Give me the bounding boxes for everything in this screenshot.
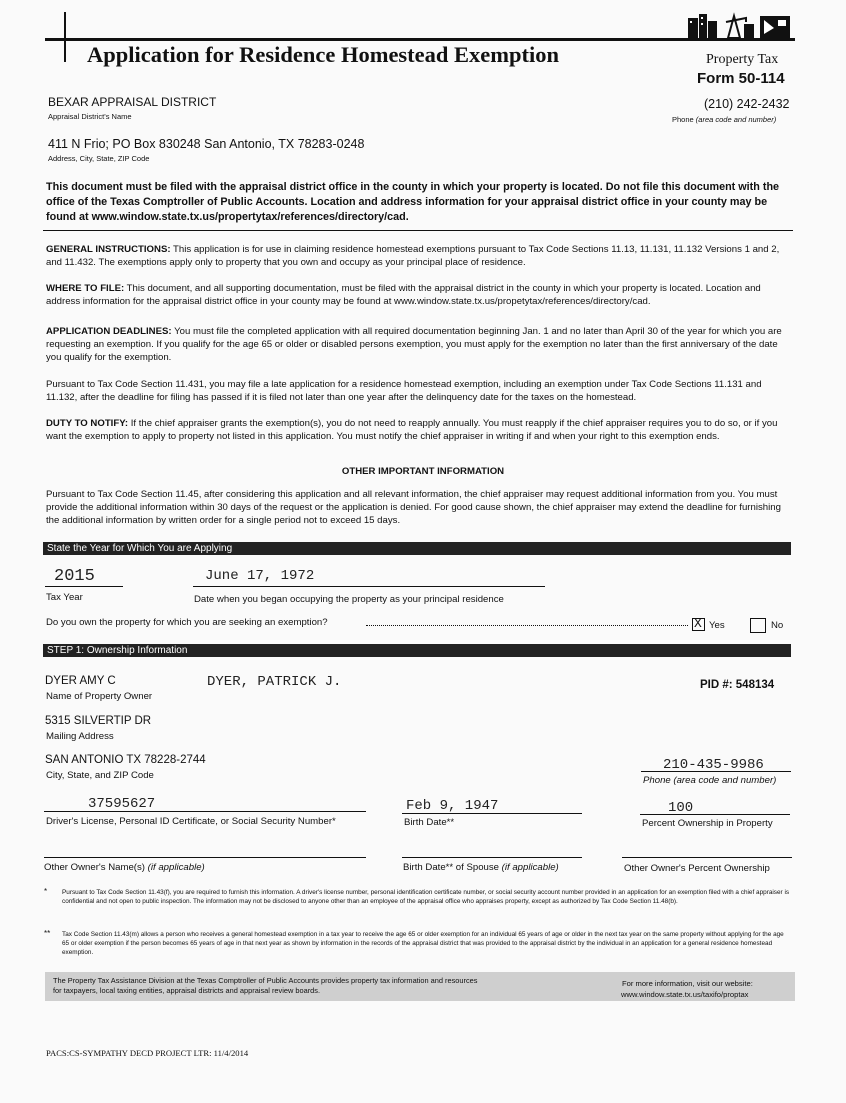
form-group: Property Tax (706, 52, 779, 67)
district-phone: (210) 242-2432 (704, 97, 790, 111)
other-info-body: Pursuant to Tax Code Section 11.45, after considering this application and all relevant information, the chief appraiser may request additional information from you. You must provide the additional information within 30 days of the request or the application is denied. For good cause shown, the chief appraiser may extend the deadline for furnishing the additional information by written order for a single period not to exceed 15 days. (46, 489, 781, 526)
general-body: This application is for use in claiming residence homestead exemptions pursuant to Tax Code Sections 11.13, 11.131, 11.132 Versions 1 and 2, and 11.432. The exemptions apply only to property that you own and occupy as your principal place of residence. (46, 244, 780, 268)
deadlines-body: You must file the completed application with all required documentation beginning Jan. 1 and no later than April 30 of the year for which you are requesting an exemption. If you qualify for the age 65 or older or disabled persons exemption, you must apply for the exemption no later than the first anniversary of the date you qualify for the exemption. (46, 326, 782, 363)
form-title: Application for Residence Homestead Exemption (87, 42, 560, 67)
application-deadlines (46, 325, 792, 364)
district-name: BEXAR APPRAISAL DISTRICT (48, 95, 217, 109)
year-section-bar: State the Year for Which You are Applying (43, 542, 791, 555)
city-state-zip-label: City, State, and ZIP Code (46, 770, 154, 781)
no-checkbox[interactable] (750, 618, 766, 633)
dl-label: Driver's License, Personal ID Certificate, or Social Security Number* (46, 816, 336, 827)
owner-name-handwritten: DYER, PATRICK J. (207, 674, 342, 690)
district-address: 411 N Frio; PO Box 830248 San Antonio, TX 78283-0248 (48, 137, 365, 151)
general-head: GENERAL INSTRUCTIONS: (46, 244, 171, 255)
phone-value: 210-435-9986 (663, 757, 764, 773)
occupy-date-label: Date when you began occupying the property as your principal residence (194, 594, 504, 605)
pid-number: PID #: 548134 (700, 679, 775, 691)
step1-bar: STEP 1: Ownership Information (43, 644, 791, 657)
spouse-birth-label (403, 862, 559, 873)
footer-website-url[interactable]: www.window.state.tx.us/taxifo/proptax (621, 990, 749, 999)
other-owner-label-b: (if applicable) (147, 862, 205, 873)
yes-label: Yes (709, 620, 725, 631)
occupy-date-line[interactable] (193, 586, 545, 587)
spouse-birth-label-b: (if applicable) (501, 862, 559, 873)
phone-field-label: Phone (area code and number) (643, 775, 777, 786)
dl-line[interactable] (44, 811, 366, 812)
tax-year-label: Tax Year (46, 592, 83, 603)
dl-value: 37595627 (88, 796, 156, 812)
footnote-2: Tax Code Section 11.43(m) allows a person who receives a general homestead exemption in a tax year to receive the age 65 or older exemption for an individual 65 years of age or older in the next tax year on the same property without applying for the age 65 or older exemption if the person becomes 65 years of age in that next year as shown by information in the records of the appraisal district that was provided to the appraisal district by the individual in an application for a general residence homestead exemption. (62, 931, 784, 956)
duty-to-notify (46, 417, 792, 443)
footnote-1-mark: * (44, 887, 48, 896)
own-question-leader (366, 625, 688, 626)
general-instructions (46, 243, 792, 269)
percent-value: 100 (668, 800, 694, 816)
footnote-2-mark: ** (44, 929, 51, 938)
tax-year-line[interactable] (45, 586, 123, 587)
late-application: Pursuant to Tax Code Section 11.431, you may file a late application for a residence homestead exemption, including an exemption under Tax Code Sections 11.131 and 11.132, after the deadline for filing has passed if it is filed not later than one year after the delinquency date for the taxes on the homestead. (46, 379, 762, 403)
yes-check-mark: X (694, 616, 702, 631)
owner-name-label: Name of Property Owner (46, 691, 153, 702)
other-owner-line[interactable] (44, 857, 366, 858)
processing-stamp: PACS:CS-SYMPATHY DECD PROJECT LTR: 11/4/2014 (46, 1048, 249, 1058)
filing-notice: This document must be filed with the appraisal district office in the county in which your property is located. Do not file this document with the office of the Texas Comptroller of Public Accounts. Location and address information for your appraisal district office in your county may be found at www.window.state.tx.us/propertytax/references/directory/cad. (46, 181, 780, 223)
duty-body: If the chief appraiser grants the exemption(s), you do not need to reapply annually. You must reapply if the chief appraiser requires you to do so, or if you want the exemption to apply to property not listed in this application. You must notify the chief appraiser in writing if and when your right to this exemption ends. (46, 418, 778, 442)
phone-label-prefix: Phone (672, 115, 694, 124)
spouse-birth-label-a: Birth Date** of Spouse (403, 862, 499, 873)
deadlines-head: APPLICATION DEADLINES: (46, 326, 172, 337)
mailing-address-label: Mailing Address (46, 731, 114, 742)
district-name-label: Appraisal District's Name (48, 112, 132, 121)
other-owner-label (44, 862, 205, 873)
footer-info: The Property Tax Assistance Division at the Texas Comptroller of Public Accounts provides property tax information and resources for taxpayers, local taxing entities, appraisal districts and appraisal review boards. (53, 976, 478, 995)
percent-label: Percent Ownership in Property (642, 818, 773, 829)
phone-label-suffix: (area code and number) (695, 115, 777, 124)
phone-line[interactable] (641, 771, 791, 772)
form-number: Form 50-114 (697, 70, 785, 87)
birth-date-label: Birth Date** (404, 817, 455, 828)
spouse-birth-line[interactable] (402, 857, 582, 858)
other-percent-label: Other Owner's Percent Ownership (624, 863, 770, 874)
where-body: This document, and all supporting documentation, must be filed with the appraisal district in the county in which your property is located. Location and address information for the appraisal district office in your county may be found at www.window.state.tx.us/propetytax/references/directory/cad. (46, 283, 761, 307)
district-address-label: Address, City, State, ZIP Code (48, 154, 150, 163)
footnote-1: Pursuant to Tax Code Section 11.43(f), you are required to furnish this information. A driver's license number, personal identification certificate number, or social security account number provided in an application for an exemption filed with a chief appraiser is confidential and not open to public inspection. The information may not be disclosed to anyone other than an employee of the appraisal office who appraises property, except as authorized by Tax Code Section 11.48(b). (62, 889, 790, 905)
mailing-address: 5315 SILVERTIP DR (45, 715, 152, 727)
percent-line[interactable] (640, 814, 790, 815)
city-state-zip: SAN ANTONIO TX 78228-2744 (45, 754, 206, 766)
footer-website-label: For more information, visit our website: (622, 979, 753, 988)
district-phone-label (672, 115, 776, 124)
yes-checkbox[interactable] (692, 618, 705, 631)
birth-date-value: Feb 9, 1947 (406, 798, 499, 814)
divider (43, 230, 793, 231)
comptroller-logo (688, 12, 792, 38)
header-rule (45, 38, 795, 41)
occupy-date-value: June 17, 1972 (205, 568, 315, 584)
other-owner-label-a: Other Owner's Name(s) (44, 862, 145, 873)
duty-head: DUTY TO NOTIFY: (46, 418, 129, 429)
corner-mark (64, 12, 66, 62)
where-to-file (46, 282, 792, 308)
birth-date-line[interactable] (402, 813, 582, 814)
tax-year-value: 2015 (54, 567, 95, 586)
own-question: Do you own the property for which you are seeking an exemption? (46, 617, 328, 628)
no-label: No (771, 620, 784, 631)
where-head: WHERE TO FILE: (46, 283, 125, 294)
owner-name: DYER AMY C (45, 675, 116, 687)
other-info-heading: OTHER IMPORTANT INFORMATION (341, 466, 505, 477)
other-percent-line[interactable] (622, 857, 792, 858)
